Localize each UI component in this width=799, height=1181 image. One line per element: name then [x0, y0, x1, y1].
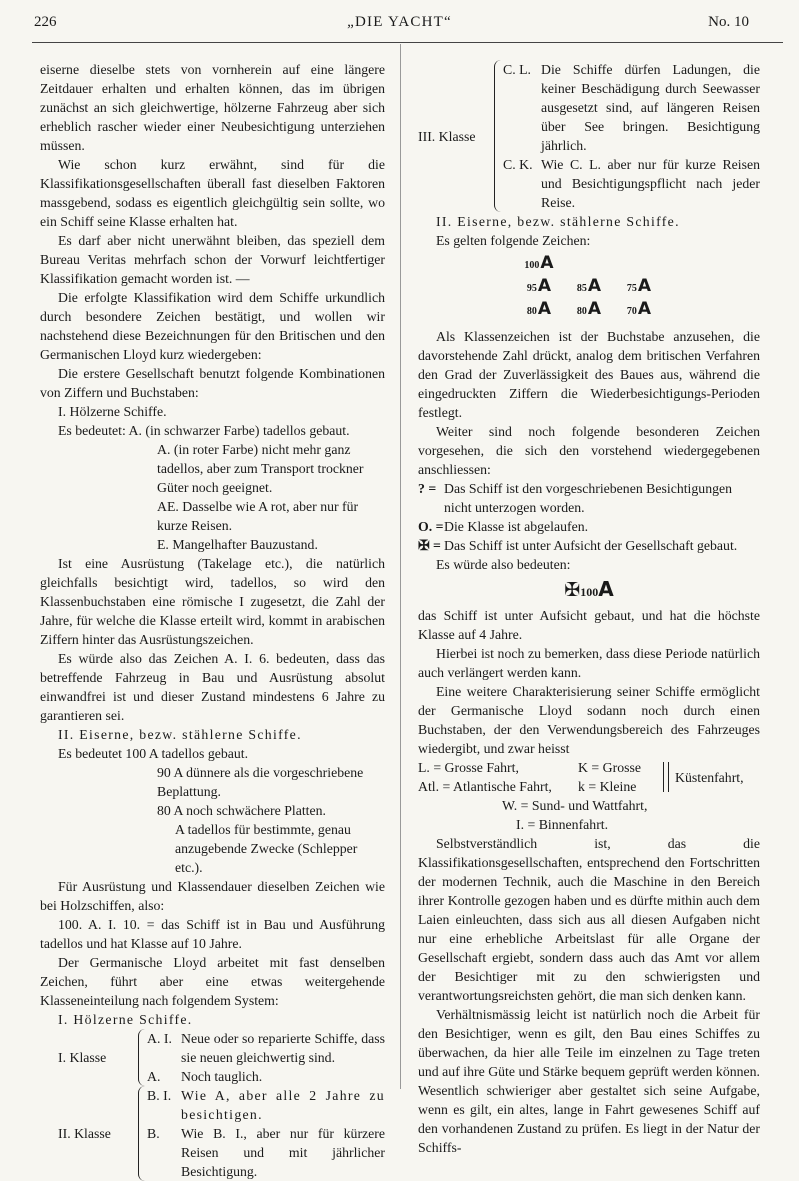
paragraph: Ist eine Ausrüstung (Takelage etc.), die natürlich gleichfalls besichtigt wird, tadellos, so wird den Klassenbuchstaben eine römische I zugesetzt, die Zahl der Jahre, für welche die Klasse erteilt wird, kommt in arabischen Ziffern hinter das Ausrüstungszeichen.	[40, 556, 385, 647]
paragraph: Eine weitere Charakterisierung seiner Schiffe ermöglicht der Germanische Lloyd sodann noch durch einen Buchstaben, der den Verwendungsbereich des Fahrzeuges wiedergibt, und zwar heisst	[418, 684, 760, 756]
class-label: I. Klasse	[58, 1050, 107, 1065]
class-key: B.	[147, 1126, 160, 1141]
symbol-meaning: Das Schiff ist unter Aufsicht der Gesellschaft gebaut.	[444, 538, 738, 553]
class-mark: 85 A	[564, 277, 614, 298]
usage-item: Küstenfahrt,	[675, 769, 744, 785]
column-divider	[400, 44, 401, 1089]
page-header	[0, 0, 799, 40]
class-mark: 95 A	[514, 277, 564, 298]
class-key: C. L.	[503, 62, 531, 77]
class-value: Noch tauglich.	[181, 1069, 263, 1084]
class-entry	[503, 60, 760, 155]
class-mark: 70 A	[614, 300, 664, 321]
section-heading: I. Hölzerne Schiffe.	[58, 1012, 193, 1027]
class-entry	[147, 1124, 385, 1181]
issue-number: No. 10	[708, 14, 749, 30]
usage-item: W. = Sund- und Wattfahrt,	[502, 798, 648, 813]
class-value: Neue oder so reparierte Schiffe, dass sie neuen gleichwertig sind.	[181, 1031, 385, 1065]
header-rule	[32, 42, 783, 43]
paragraph: Die erstere Gesellschaft benutzt folgende Kombinationen von Ziffern und Buchstaben:	[40, 366, 385, 400]
paragraph: Wie schon kurz erwähnt, sind für die Klassifikationsgesellschaften überall fast dieselben Faktoren massgebend, sodass es eigentlich gleichgültig sein sollte, wo ein Schiff seine Klasse erhalten hat.	[40, 157, 385, 229]
usage-item: k = Kleine	[578, 779, 637, 794]
example-mark	[418, 577, 760, 602]
symbol-meaning: Die Klasse ist abgelaufen.	[444, 519, 589, 534]
symbol-entry	[418, 517, 760, 536]
class-value: Wie A, aber alle 2 Jahre zu besichtigen.	[181, 1088, 385, 1122]
brace-group	[138, 1029, 385, 1086]
usage-item: L. = Grosse Fahrt,	[418, 760, 519, 775]
class-key: A.	[147, 1069, 161, 1084]
symbol: O. =	[418, 519, 444, 534]
usage-item: Atl. = Atlantische Fahrt,	[418, 779, 552, 794]
cross-icon: ✠	[564, 579, 581, 601]
class-block	[418, 60, 760, 212]
paragraph: Der Germanische Lloyd arbeitet mit fast denselben Zeichen, führt aber eine etwas weitergehende Klasseneinteilung nach folgendem System:	[40, 955, 385, 1008]
paragraph: Es gelten folgende Zeichen:	[436, 233, 591, 248]
section-heading: I. Hölzerne Schiffe.	[58, 404, 167, 419]
class-marks	[514, 254, 664, 321]
class-label: III. Klasse	[418, 128, 476, 144]
paragraph: Es darf aber nicht unerwähnt bleiben, das speziell dem Bureau Veritas mehrfach schon der Vorwurf leichtfertiger Klassifikation gemacht worden ist. —	[40, 233, 385, 286]
paragraph: Als Klassenzeichen ist der Buchstabe anzusehen, die davorstehende Zahl drückt, analog dem britischen Verfahren den Grad der Zuverlässigkeit des Baues aus, während die eingedruckten Ziffern die Wiederbesichtigungs-Perioden festlegt.	[418, 329, 760, 420]
class-value: Wie C. L. aber nur für kurze Reisen und Besichtigungspflicht nach jeder Reise.	[541, 157, 760, 210]
class-mark: 80 A	[514, 300, 564, 321]
class-key: B. I.	[147, 1088, 172, 1103]
class-value: Die Schiffe dürfen Ladungen, die keiner Beschädigung durch Seewasser ausgesetzt sind, auf längeren Reisen über See bringen. Besichtigung jährlich.	[541, 62, 760, 153]
definition-line: 80 A noch schwächere Platten.	[157, 803, 326, 818]
definition-line: A. (in roter Farbe) nicht mehr ganz tadellos, aber zum Transport trockner Güter noch geeignet.	[157, 442, 364, 495]
paragraph: Die erfolgte Klassifikation wird dem Schiffe urkundlich durch besondere Zeichen bestätigt, und wollen wir nachstehend diese Bezeichnungen für den Britischen und den Germanischen Lloyd kurz wiedergeben:	[40, 290, 385, 362]
brace	[663, 762, 669, 792]
definition-line: 90 A dünnere als die vorgeschriebene Beplattung.	[157, 765, 364, 799]
section-heading: II. Eiserne, bezw. stählerne Schiffe.	[436, 214, 680, 229]
class-key: A. I.	[147, 1031, 172, 1046]
section-heading: II. Eiserne, bezw. stählerne Schiffe.	[58, 727, 302, 742]
symbol-entry	[418, 536, 760, 555]
class-mark: 80 A	[564, 300, 614, 321]
paragraph: Selbstverständlich ist, das die Klassifikationsgesellschaften, entsprechend den Fortschritten der modernen Technik, auch die Maschine in den Bereich ihrer Kontrolle gezogen haben und es dürfte mithin auch dem Laien einleuchten, dass sich aus all diesen Aufgaben nicht nur eine erhebliche Arbeitslast für alle Organe der Gesellschaft ergiebt, sondern dass auch das Amt vor allem der Besichtiger mit zu den schwierigsten und verantwortungsreichsten gehört, die man sich denken kann.	[418, 836, 760, 1003]
left-column	[40, 60, 385, 1181]
brace-group	[494, 60, 760, 212]
usage-item: K = Grosse	[578, 760, 641, 775]
example-number: 100	[580, 585, 599, 599]
class-block	[40, 1029, 385, 1086]
class-block	[40, 1086, 385, 1181]
definition-line: A tadellos für bestimmte, genau anzugebende Zwecke (Schlepper etc.).	[175, 822, 358, 875]
paragraph: Weiter sind noch folgende besonderen Zeichen vorgesehen, die sich den vorstehend wiedergegebenen anschliessen:	[418, 424, 760, 477]
paragraph: Verhältnismässig leicht ist natürlich noch die Arbeit für den Besichtiger, wenn es gilt, den Bau eines Schiffes zu überwachen, da hier alle Teile im einzelnen zu Tage treten und auf ihre Güte und Stärke bequem geprüft werden können. Wesentlich schwieriger aber gestaltet sich seine Aufgabe, wenn es gilt, ein altes, lange in Fahrt gewesenes Schiff auf den vorhandenen Zustand zu prüfen. Es liegt in der Natur der Schiffs-	[418, 1007, 760, 1155]
magazine-title: „DIE YACHT“	[347, 14, 452, 30]
class-mark: 75 A	[614, 277, 664, 298]
definition-line: Es bedeutet 100 A tadellos gebaut.	[58, 746, 249, 761]
cross-symbol: ✠ =	[418, 538, 441, 553]
definition-line: Es bedeutet: A. (in schwarzer Farbe) tadellos gebaut.	[58, 423, 350, 438]
paragraph: Hierbei ist noch zu bemerken, dass diese Periode natürlich auch verlängert werden kann.	[418, 646, 760, 680]
definition-line: AE. Dasselbe wie A rot, aber nur für kurze Reisen.	[157, 499, 359, 533]
paragraph: 100. A. I. 10. = das Schiff ist in Bau und Ausführung tadellos und hat Klasse auf 10 Jahre.	[40, 917, 385, 951]
usage-item: I. = Binnenfahrt.	[516, 817, 609, 832]
definition-line: E. Mangelhafter Bauzustand.	[157, 537, 318, 552]
class-mark: 100 A	[514, 254, 564, 275]
brace-group	[138, 1086, 385, 1181]
class-entry	[147, 1086, 385, 1124]
class-entry	[147, 1067, 385, 1086]
usage-list	[418, 758, 760, 834]
symbol-meaning: Das Schiff ist den vorgeschriebenen Besichtigungen nicht unterzogen worden.	[444, 481, 733, 515]
class-value: Wie B. I., aber nur für kürzere Reisen und mit jährlicher Besichtigung.	[181, 1126, 385, 1179]
class-label: II. Klasse	[58, 1126, 111, 1141]
symbol-entry	[418, 479, 760, 517]
class-key: C. K.	[503, 157, 533, 172]
paragraph: Für Ausrüstung und Klassendauer dieselben Zeichen wie bei Holzschiffen, also:	[40, 879, 385, 913]
paragraph: Es würde also bedeuten:	[436, 557, 571, 572]
paragraph: Es würde also das Zeichen A. I. 6. bedeuten, dass das betreffende Fahrzeug in Bau und Ausrüstung absolut einwandfrei ist und dieser Zustand mindestens 6 Jahre zu garantieren sei.	[40, 651, 385, 723]
page-number: 226	[34, 14, 57, 30]
paragraph: das Schiff ist unter Aufsicht gebaut, und hat die höchste Klasse auf 4 Jahre.	[418, 608, 760, 642]
class-entry	[147, 1029, 385, 1067]
right-column	[418, 60, 760, 1157]
paragraph: eiserne dieselbe stets von vornherein auf eine längere Zeitdauer erhalten und erhalten können, das im übrigen zunächst an sich gleichwertige, hölzerne Fahrzeug aber sich erheblich rascher wieder einer Neubesichtigung unterziehen müssen.	[40, 62, 385, 153]
symbol: ? =	[418, 481, 437, 496]
class-entry	[503, 155, 760, 212]
example-letter: A	[598, 577, 614, 601]
